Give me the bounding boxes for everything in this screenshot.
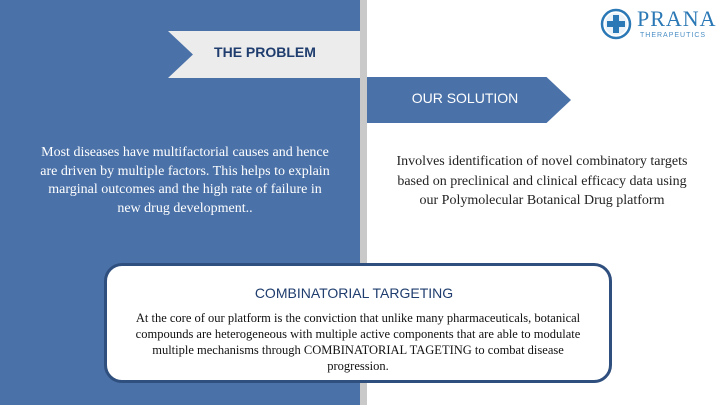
logo-wordmark: PRANA	[637, 6, 717, 31]
combinatorial-heading: COMBINATORIAL TARGETING	[254, 285, 454, 301]
problem-heading: THE PROBLEM	[214, 44, 316, 60]
solution-heading: OUR SOLUTION	[411, 90, 519, 106]
solution-text: Involves identification of novel combinatory targets based on preclinical and clinical efficacy data using our Polymolecular Botanical Drug platform	[396, 154, 688, 208]
combinatorial-text: At the core of our platform is the conviction that unlike many pharmaceuticals, botanical compounds are heterogeneous with multiple active components that are able to modulate multiple mechanisms through COMBINATORIAL TAGETING to combat disease progression.	[135, 311, 581, 373]
prana-logo	[600, 6, 718, 42]
combinatorial-targeting-box	[104, 263, 612, 383]
medical-cross-icon	[600, 8, 632, 40]
logo-subtitle: THERAPEUTICS	[640, 32, 707, 39]
problem-text: Most diseases have multifactorial causes and hence are driven by multiple factors. This helps to explain marginal outcomes and the high rate of failure in new drug development..	[40, 145, 330, 216]
